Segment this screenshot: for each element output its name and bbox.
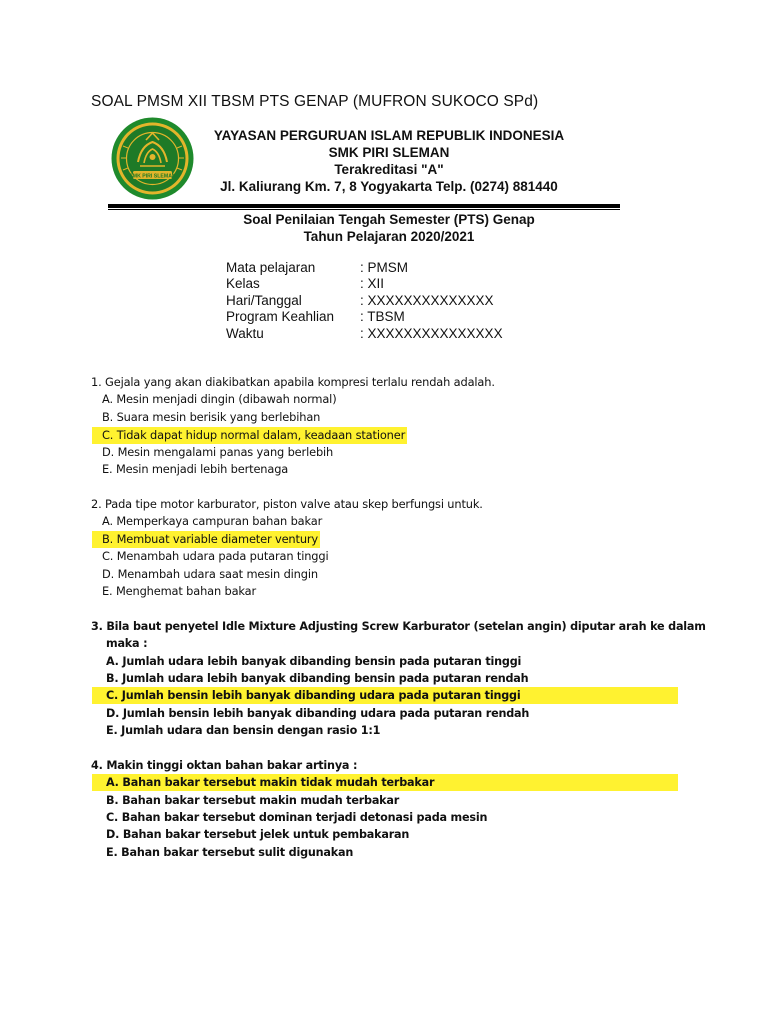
question-3-cont: maka : <box>106 637 148 650</box>
question-2: 2. Pada tipe motor karburator, piston valve atau skep berfungsi untuk. <box>91 497 483 511</box>
q1-option-c-answer: C. Tidak dapat hidup normal dalam, keadaan stationer <box>92 427 407 444</box>
header-divider-thin <box>108 209 620 210</box>
accreditation: Terakreditasi "A" <box>334 162 444 177</box>
exam-year: Tahun Pelajaran 2020/2021 <box>303 229 475 244</box>
info-label: Kelas <box>226 276 260 291</box>
question-3: 3. Bila baut penyetel Idle Mixture Adjusting Screw Karburator (setelan angin) diputar arah ke dalam <box>91 620 706 633</box>
q1-option-b: B. Suara mesin berisik yang berlebihan <box>102 410 321 424</box>
q2-option-a: A. Memperkaya campuran bahan bakar <box>102 514 323 528</box>
school-logo <box>111 116 194 201</box>
school-address: Jl. Kaliurang Km. 7, 8 Yogyakarta Telp. (0274) 881440 <box>220 179 558 194</box>
q3-option-d: D. Jumlah bensin lebih banyak dibanding udara pada putaran rendah <box>106 707 530 720</box>
q4-option-e: E. Bahan bakar tersebut sulit digunakan <box>106 846 354 859</box>
institution-name: YAYASAN PERGURUAN ISLAM REPUBLIK INDONESIA <box>213 128 565 143</box>
info-label: Waktu <box>226 326 264 341</box>
q1-option-d: D. Mesin mengalami panas yang berlebih <box>102 445 334 459</box>
info-label: Program Keahlian <box>226 309 335 324</box>
q1-option-a: A. Mesin menjadi dingin (dibawah normal) <box>102 392 337 406</box>
q2-option-b-answer: B. Membuat variable diameter ventury <box>92 531 320 548</box>
q2-option-e: E. Menghemat bahan bakar <box>102 584 257 598</box>
q3-option-b: B. Jumlah udara lebih banyak dibanding bensin pada putaran rendah <box>106 672 529 685</box>
q3-option-e: E. Jumlah udara dan bensin dengan rasio 1:1 <box>106 724 381 737</box>
school-name: SMK PIRI SLEMAN <box>328 145 450 160</box>
q4-option-b: B. Bahan bakar tersebut makin mudah terbakar <box>106 794 400 807</box>
info-label: Hari/Tanggal <box>226 293 302 308</box>
info-value: : PMSM <box>360 260 409 275</box>
question-4: 4. Makin tinggi oktan bahan bakar artinya : <box>91 759 358 772</box>
info-value: : XXXXXXXXXXXXXX <box>360 293 494 308</box>
info-value: : XII <box>360 276 385 291</box>
info-label: Mata pelajaran <box>226 260 316 275</box>
q4-option-c: C. Bahan bakar tersebut dominan terjadi detonasi pada mesin <box>106 811 488 824</box>
logo-text: SMK PIRI SLEMAN <box>129 173 176 180</box>
q1-option-e: E. Mesin menjadi lebih bertenaga <box>102 462 289 476</box>
q4-option-d: D. Bahan bakar tersebut jelek untuk pembakaran <box>106 828 410 841</box>
q2-option-c: C. Menambah udara pada putaran tinggi <box>102 549 329 563</box>
info-value: : TBSM <box>360 309 405 324</box>
exam-title: Soal Penilaian Tengah Semester (PTS) Genap <box>243 212 535 227</box>
info-value: : XXXXXXXXXXXXXXX <box>360 326 503 341</box>
question-1: 1. Gejala yang akan diakibatkan apabila kompresi terlalu rendah adalah. <box>91 375 495 389</box>
document-title: SOAL PMSM XII TBSM PTS GENAP (MUFRON SUKOCO SPd) <box>91 93 539 110</box>
q3-option-a: A. Jumlah udara lebih banyak dibanding bensin pada putaran tinggi <box>106 655 522 668</box>
q3-option-c-answer: C. Jumlah bensin lebih banyak dibanding udara pada putaran tinggi <box>106 689 521 702</box>
header-divider-thick <box>108 204 620 208</box>
q2-option-d: D. Menambah udara saat mesin dingin <box>102 567 318 581</box>
q4-option-a-answer: A. Bahan bakar tersebut makin tidak mudah terbakar <box>106 776 435 789</box>
